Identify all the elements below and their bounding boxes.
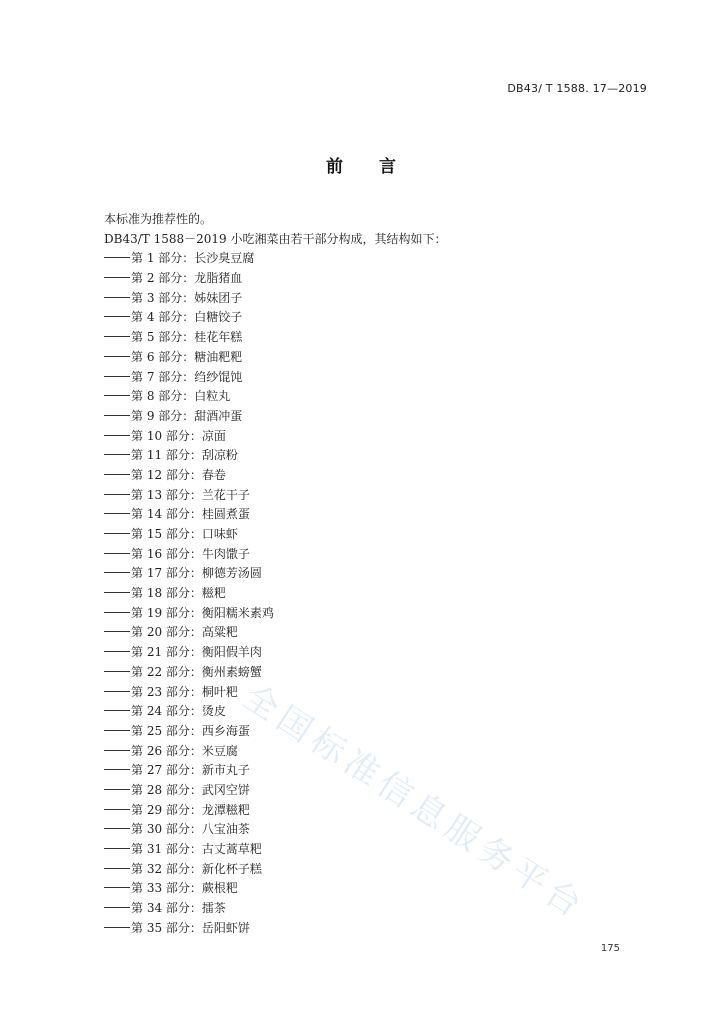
part-label: 第 15 部分：口味虾 [131, 527, 238, 541]
em-dash-icon [104, 848, 130, 849]
em-dash-icon [104, 828, 130, 829]
part-label: 第 21 部分：衡阳假羊肉 [131, 645, 262, 660]
part-label: 第 27 部分：新市丸子 [131, 763, 250, 778]
part-list-item [104, 525, 664, 545]
part-list-item [104, 604, 664, 624]
em-dash-icon [104, 887, 130, 888]
em-dash-icon [104, 769, 130, 770]
page-number: 175 [600, 943, 620, 954]
em-dash-icon [104, 494, 130, 495]
em-dash-icon [104, 454, 130, 455]
part-list-item [104, 545, 664, 565]
part-label: 第 8 部分：白粒丸 [131, 389, 231, 404]
foreword-body [104, 210, 664, 938]
em-dash-icon [104, 415, 130, 416]
part-list-item [104, 879, 664, 899]
part-label: 第 1 部分：长沙臭豆腐 [131, 251, 255, 266]
part-list-item [104, 368, 664, 388]
part-list-item [104, 919, 664, 939]
parts-list [104, 249, 664, 938]
part-label: 第 29 部分：龙潭糍粑 [131, 802, 250, 817]
part-label: 第 12 部分：春卷 [131, 467, 226, 482]
em-dash-icon [104, 691, 130, 692]
em-dash-icon [104, 592, 130, 593]
intro-line-1: 本标准为推荐性的。 [104, 212, 213, 226]
em-dash-icon [104, 572, 130, 573]
part-list-item [104, 683, 664, 703]
part-label: 第 13 部分：兰花干子 [131, 487, 250, 502]
page-title [0, 152, 724, 177]
part-list-item [104, 820, 664, 840]
em-dash-icon [104, 257, 130, 258]
part-label: 第 28 部分：武冈空饼 [131, 782, 250, 797]
part-label: 第 35 部分：岳阳虾饼 [131, 920, 250, 935]
em-dash-icon [104, 750, 130, 751]
em-dash-icon [104, 671, 130, 672]
part-label: 第 18 部分：糍粑 [131, 586, 226, 601]
part-label: 第 9 部分：甜酒冲蛋 [131, 408, 243, 423]
part-label: 第 34 部分：擂茶 [131, 901, 226, 916]
part-list-item [104, 742, 664, 762]
part-label: 第 30 部分：八宝油茶 [131, 822, 250, 837]
part-list-item [104, 702, 664, 722]
part-label: 第 17 部分：柳德芳汤圆 [131, 566, 262, 581]
watermark: 全国标准信息服务平台 [235, 676, 594, 929]
em-dash-icon [104, 356, 130, 357]
em-dash-icon [104, 651, 130, 652]
title-char-1: 前 [326, 157, 345, 177]
part-list-item [104, 348, 664, 368]
em-dash-icon [104, 789, 130, 790]
part-list-item [104, 564, 664, 584]
em-dash-icon [104, 553, 130, 554]
part-list-item [104, 466, 664, 486]
em-dash-icon [104, 612, 130, 613]
part-list-item [104, 840, 664, 860]
title-char-2: 言 [379, 157, 398, 177]
part-label: 第 31 部分：古丈蒿草粑 [131, 842, 262, 856]
part-label: 第 14 部分：桂圆煮蛋 [131, 507, 250, 522]
em-dash-icon [104, 868, 130, 869]
em-dash-icon [104, 809, 130, 810]
em-dash-icon [104, 533, 130, 534]
em-dash-icon [104, 710, 130, 711]
part-list-item [104, 899, 664, 919]
em-dash-icon [104, 631, 130, 632]
part-label: 第 5 部分：桂花年糕 [131, 330, 243, 345]
part-list-item [104, 387, 664, 407]
em-dash-icon [104, 513, 130, 514]
part-label: 第 26 部分：米豆腐 [131, 743, 238, 758]
part-list-item [104, 289, 664, 309]
part-label: 第 24 部分：烫皮 [131, 704, 226, 719]
em-dash-icon [104, 316, 130, 317]
part-list-item [104, 761, 664, 781]
part-label: 第 19 部分：衡阳糯米素鸡 [131, 605, 274, 620]
part-label: 第 7 部分：绉纱馄饨 [131, 369, 243, 384]
part-list-item [104, 446, 664, 466]
intro-line-2: DB43/T 1588－2019 小吃湘菜由若干部分构成，其结构如下： [104, 231, 447, 246]
part-label: 第 10 部分：凉面 [131, 428, 226, 443]
part-list-item [104, 328, 664, 348]
part-list-item [104, 308, 664, 328]
part-list-item [104, 781, 664, 801]
part-list-item [104, 623, 664, 643]
part-list-item [104, 663, 664, 683]
part-list-item [104, 643, 664, 663]
em-dash-icon [104, 474, 130, 475]
part-label: 第 11 部分：刮凉粉 [131, 448, 238, 463]
part-label: 第 32 部分：新化杯子糕 [131, 861, 262, 876]
part-label: 第 22 部分：衡州素螃蟹 [131, 664, 262, 679]
part-label: 第 16 部分：牛肉馓子 [131, 546, 250, 561]
part-list-item [104, 801, 664, 821]
part-list-item [104, 584, 664, 604]
em-dash-icon [104, 927, 130, 928]
em-dash-icon [104, 336, 130, 337]
part-list-item [104, 407, 664, 427]
part-label: 第 3 部分：姊妹团子 [131, 290, 243, 305]
part-list-item [104, 505, 664, 525]
part-list-item [104, 860, 664, 880]
part-label: 第 4 部分：白糖饺子 [131, 310, 243, 325]
part-list-item [104, 486, 664, 506]
part-label: 第 25 部分：西乡海蛋 [131, 723, 250, 738]
standard-code-header: DB43/ T 1588. 17—2019 [507, 82, 647, 95]
em-dash-icon [104, 435, 130, 436]
part-label: 第 23 部分：桐叶粑 [131, 684, 238, 699]
part-list-item [104, 269, 664, 289]
em-dash-icon [104, 907, 130, 908]
part-label: 第 6 部分：糖油粑粑 [131, 349, 243, 364]
em-dash-icon [104, 376, 130, 377]
em-dash-icon [104, 277, 130, 278]
part-label: 第 20 部分：高粱粑 [131, 625, 238, 640]
em-dash-icon [104, 730, 130, 731]
part-list-item [104, 427, 664, 447]
em-dash-icon [104, 297, 130, 298]
em-dash-icon [104, 395, 130, 396]
part-list-item [104, 249, 664, 269]
part-label: 第 2 部分：龙脂猪血 [131, 271, 243, 286]
part-label: 第 33 部分：蕨根粑 [131, 881, 238, 896]
part-list-item [104, 722, 664, 742]
